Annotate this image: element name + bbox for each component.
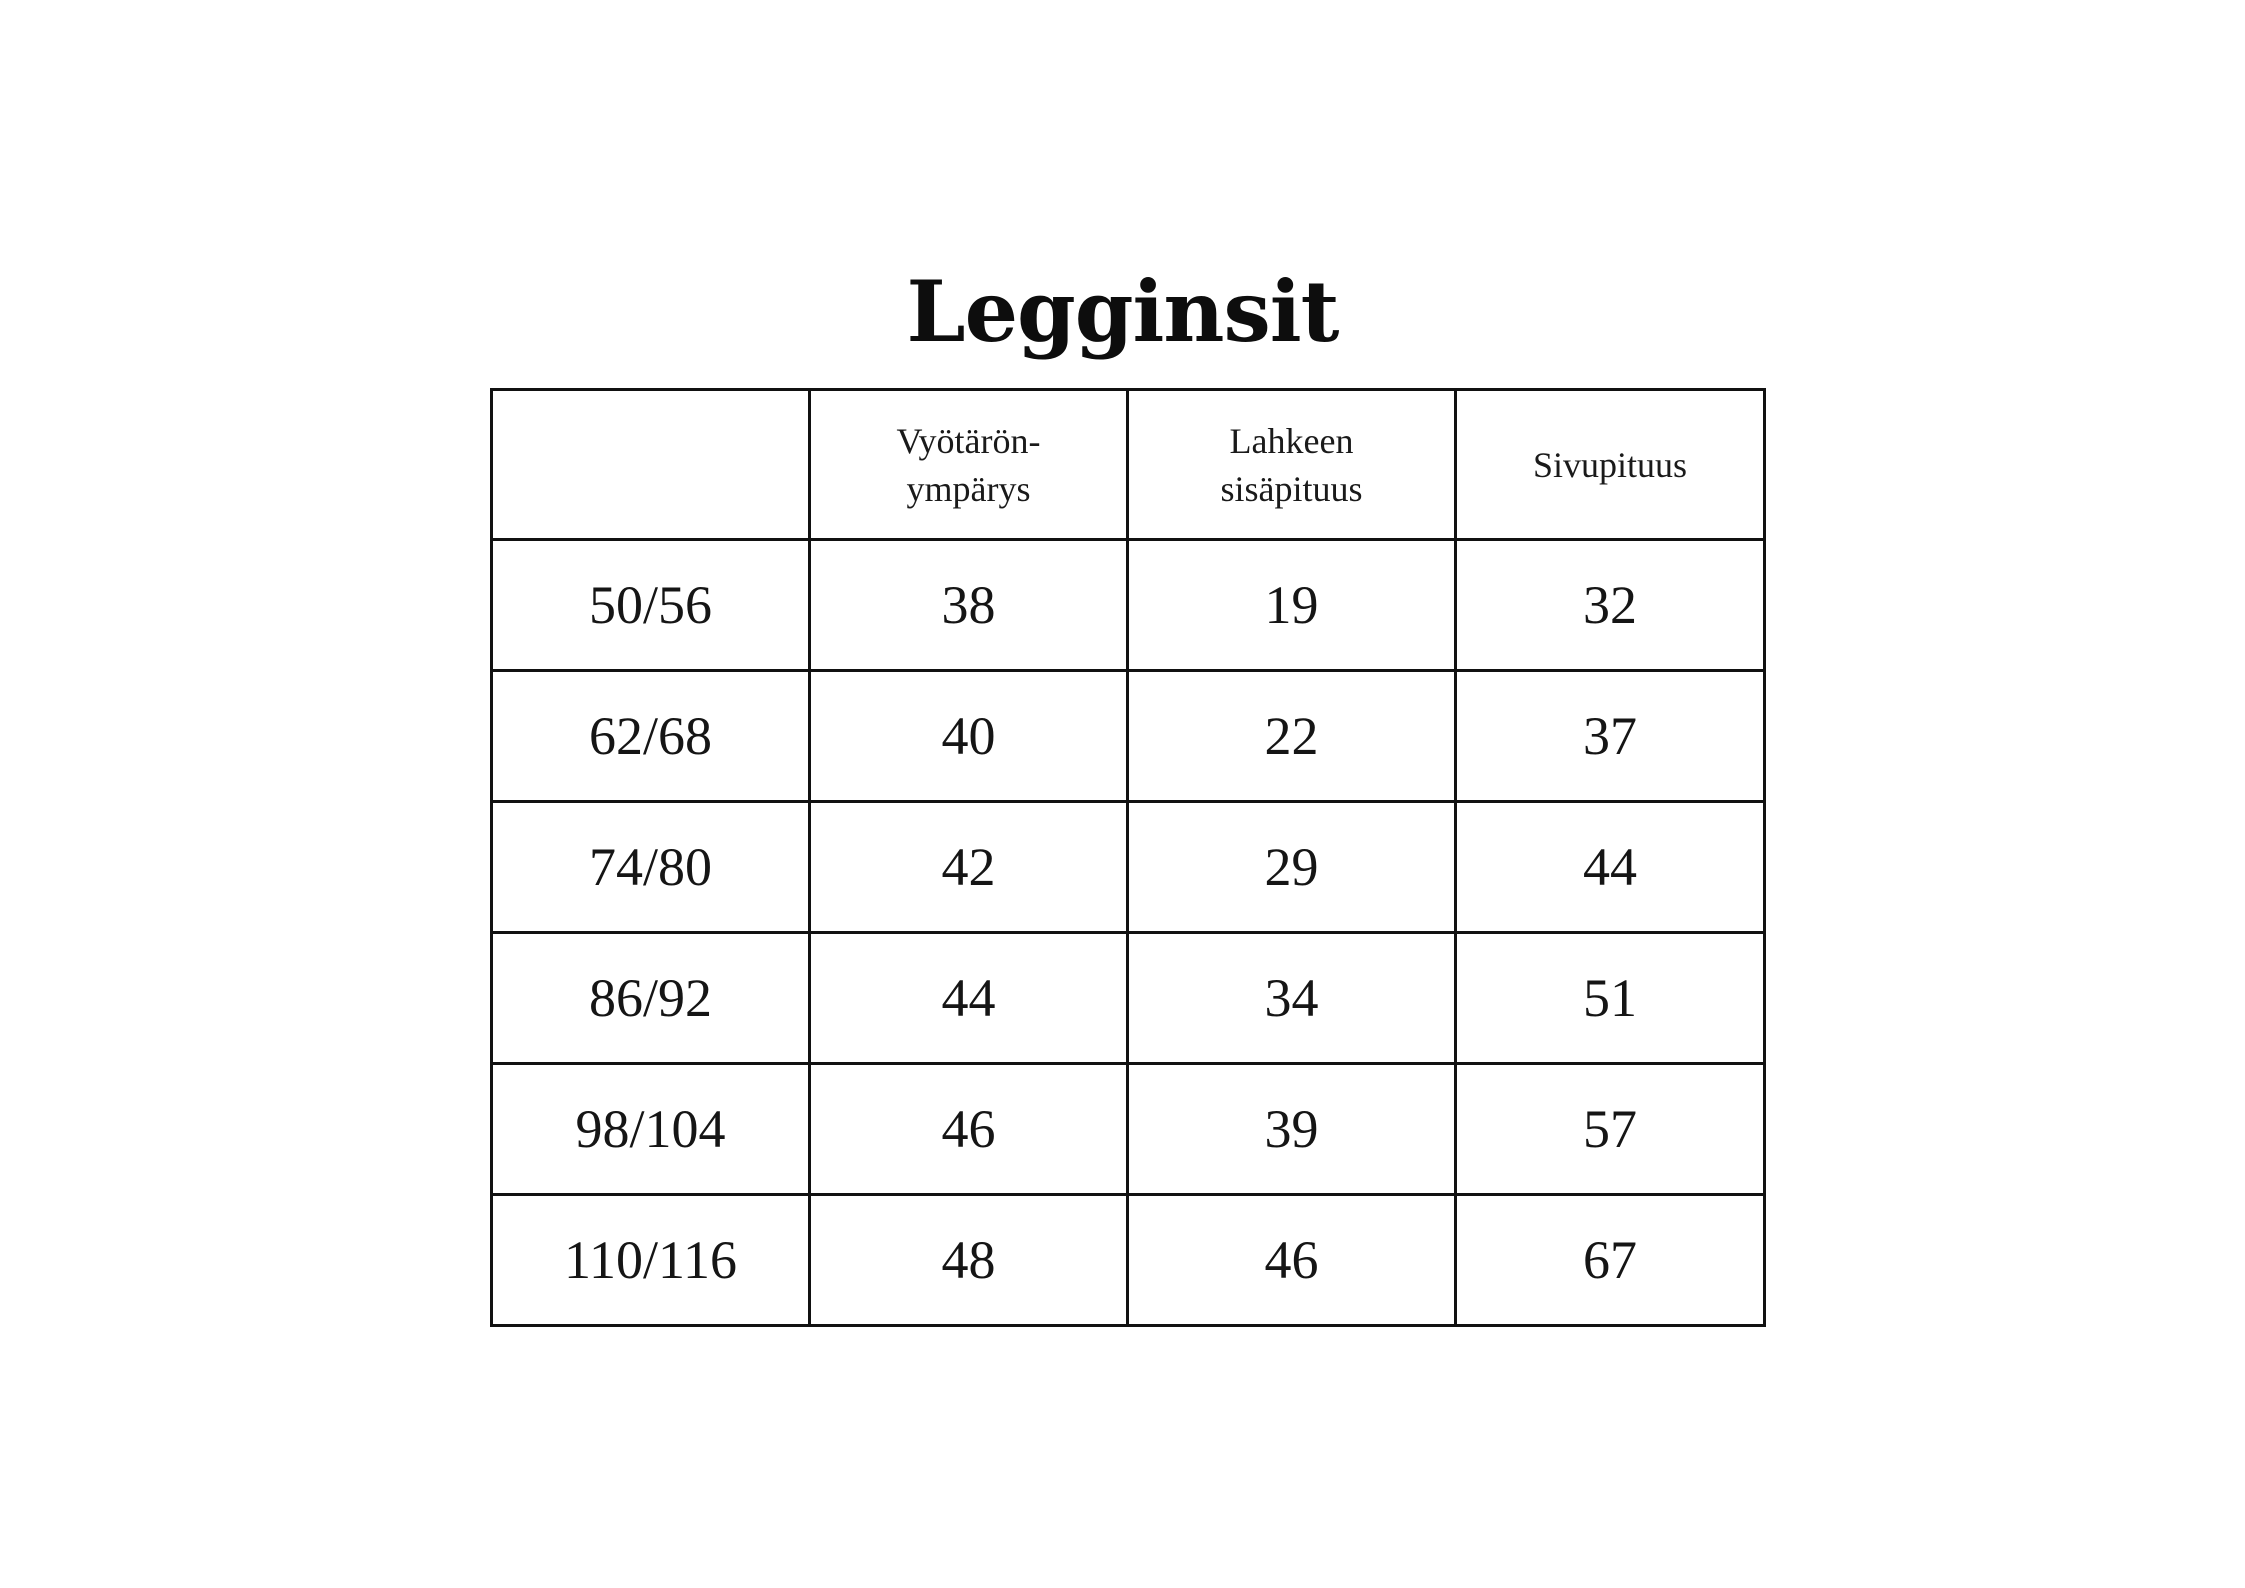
header-side-length-label: Sivupituus (1532, 444, 1688, 485)
inseam-cell: 29 (1128, 802, 1456, 933)
table-row (492, 1195, 1765, 1326)
side-length-cell: 67 (1456, 1195, 1765, 1326)
waist-cell: 44 (810, 933, 1128, 1064)
table-header-row (492, 390, 1765, 540)
side-length-cell: 37 (1456, 671, 1765, 802)
waist-cell: 48 (810, 1195, 1128, 1326)
size-cell: 62/68 (492, 671, 810, 802)
header-waist-line-2: ympärys (906, 468, 1031, 509)
side-length-cell: 51 (1456, 933, 1765, 1064)
size-cell: 110/116 (492, 1195, 810, 1326)
side-length-cell: 57 (1456, 1064, 1765, 1195)
waist-cell: 38 (810, 540, 1128, 671)
waist-cell: 46 (810, 1064, 1128, 1195)
side-length-cell: 44 (1456, 802, 1765, 933)
waist-cell: 40 (810, 671, 1128, 802)
table-row (492, 1064, 1765, 1195)
size-cell: 98/104 (492, 1064, 810, 1195)
header-cell-side-length (1456, 390, 1765, 540)
table-row (492, 671, 1765, 802)
table-row (492, 802, 1765, 933)
table-row (492, 933, 1765, 1064)
inseam-cell: 22 (1128, 671, 1456, 802)
header-cell-waist (810, 390, 1128, 540)
size-table (490, 388, 1766, 1327)
table-row (492, 540, 1765, 671)
size-cell: 86/92 (492, 933, 810, 1064)
inseam-cell: 34 (1128, 933, 1456, 1064)
inseam-cell: 39 (1128, 1064, 1456, 1195)
header-cell-size (492, 390, 810, 540)
header-waist-line-1: Vyötärön- (896, 420, 1041, 461)
inseam-cell: 19 (1128, 540, 1456, 671)
header-inseam-line-2: sisäpituus (1220, 468, 1363, 509)
page-title: Legginsit (906, 262, 1339, 361)
size-cell: 50/56 (492, 540, 810, 671)
inseam-cell: 46 (1128, 1195, 1456, 1326)
size-cell: 74/80 (492, 802, 810, 933)
waist-cell: 42 (810, 802, 1128, 933)
header-cell-inseam (1128, 390, 1456, 540)
header-inseam-line-1: Lahkeen (1229, 420, 1354, 461)
side-length-cell: 32 (1456, 540, 1765, 671)
